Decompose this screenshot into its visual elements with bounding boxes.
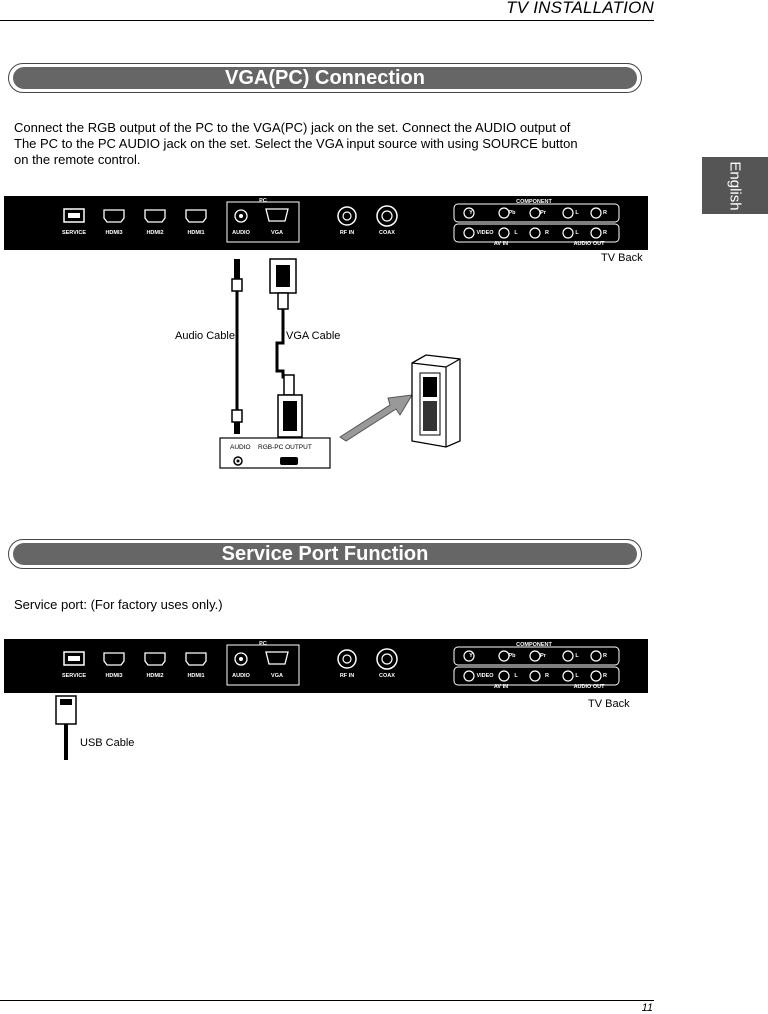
vga-instructions: [14, 120, 654, 168]
port-label-vga: VGA: [271, 230, 283, 236]
pc-rgb-output-label: RGB-PC OUTPUT: [258, 444, 312, 451]
port-label-y-2: Y: [469, 653, 473, 659]
tv-back-caption-1: TV Back: [601, 252, 643, 264]
port-label-video-2: VIDEO: [476, 673, 494, 679]
port-label-av-r: R: [545, 230, 549, 236]
port-label-coax-2: COAX: [379, 673, 395, 679]
section-banner-service: [8, 539, 642, 569]
tv-back-caption-2: TV Back: [588, 698, 630, 710]
port-label-pr: Pr: [540, 210, 546, 216]
port-label-l-2: L: [575, 653, 579, 659]
port-label-av-l: L: [514, 230, 518, 236]
port-label-pc-2: PC: [259, 641, 267, 647]
port-label-audio: AUDIO: [232, 230, 250, 236]
tv-back-panel-1: [4, 196, 648, 250]
port-label-audio-out-2: AUDIO OUT: [573, 684, 605, 690]
port-label-hdmi3: HDMI3: [105, 230, 123, 236]
port-label-audio-2: AUDIO: [232, 673, 250, 679]
page-number: 11: [641, 1002, 653, 1014]
port-label-pb-2: Pb: [508, 653, 516, 659]
port-label-rf-in: RF IN: [339, 230, 355, 236]
vga-instructions-line-3: on the remote control.: [14, 152, 141, 167]
port-label-service: SERVICE: [61, 230, 87, 236]
section-title-service: Service Port Function: [13, 543, 637, 565]
page-header-title: TV INSTALLATION: [506, 0, 654, 17]
port-label-out-l-2: L: [575, 673, 579, 679]
port-label-video: VIDEO: [476, 230, 494, 236]
port-label-r-2: R: [603, 653, 607, 659]
port-label-hdmi1: HDMI1: [187, 230, 205, 236]
pc-audio-label: AUDIO: [230, 444, 251, 451]
header-divider: [0, 20, 654, 21]
port-label-vga-2: VGA: [271, 673, 283, 679]
usb-cable-label: USB Cable: [80, 737, 135, 749]
port-label-service-2: SERVICE: [61, 673, 87, 679]
port-label-pr-2: Pr: [540, 653, 546, 659]
section-title-vga: VGA(PC) Connection: [13, 67, 637, 89]
tv-back-panel-2: [4, 639, 648, 693]
audio-cable-label: Audio Cable: [175, 330, 235, 342]
service-port-note: Service port: (For factory uses only.): [14, 597, 223, 612]
vga-instructions-line-1: Connect the RGB output of the PC to the VGA(PC) jack on the set. Connect the AUDIO output of: [14, 120, 571, 135]
port-label-l: L: [575, 210, 579, 216]
vga-connection-diagram: [150, 255, 490, 475]
vga-cable-label: VGA Cable: [286, 330, 341, 342]
footer-divider: [0, 1000, 654, 1001]
port-label-out-l: L: [575, 230, 579, 236]
port-label-av-r-2: R: [545, 673, 549, 679]
port-label-component: COMPONENT: [516, 199, 552, 205]
vga-instructions-line-2: The PC to the PC AUDIO jack on the set. Select the VGA input source with using SOURCE button: [14, 136, 578, 151]
language-tab-label: English: [726, 161, 744, 211]
usb-cable-drawing: [48, 694, 88, 764]
port-label-hdmi2-2: HDMI2: [146, 673, 164, 679]
port-label-coax: COAX: [379, 230, 395, 236]
port-label-hdmi2: HDMI2: [146, 230, 164, 236]
port-label-y: Y: [469, 210, 473, 216]
port-label-audio-out: AUDIO OUT: [573, 241, 605, 247]
port-label-av-in-2: AV IN: [493, 684, 509, 690]
port-label-component-2: COMPONENT: [516, 642, 552, 648]
language-tab: [702, 157, 768, 214]
port-label-pb: Pb: [508, 210, 516, 216]
port-label-out-r: R: [603, 230, 607, 236]
port-label-av-in: AV IN: [493, 241, 509, 247]
port-label-hdmi3-2: HDMI3: [105, 673, 123, 679]
port-label-pc: PC: [259, 198, 267, 204]
port-label-rf-in-2: RF IN: [339, 673, 355, 679]
port-label-av-l-2: L: [514, 673, 518, 679]
port-label-r: R: [603, 210, 607, 216]
port-label-out-r-2: R: [603, 673, 607, 679]
section-banner-vga: [8, 63, 642, 93]
port-label-hdmi1-2: HDMI1: [187, 673, 205, 679]
